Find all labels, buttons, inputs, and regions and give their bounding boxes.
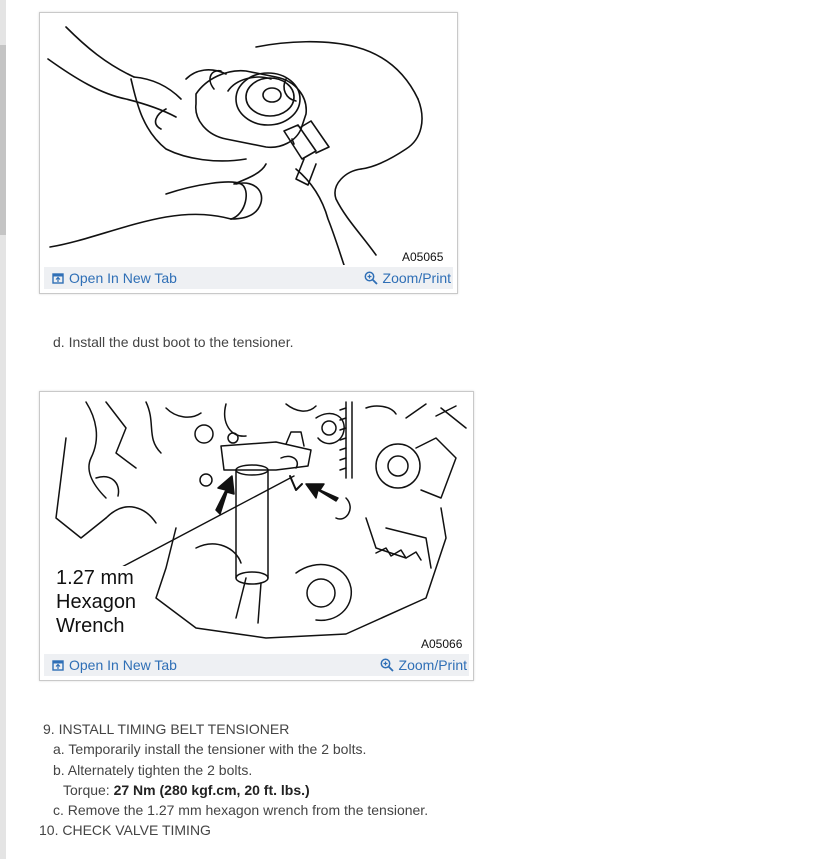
zoom-icon	[380, 658, 394, 672]
open-in-new-tab-label: Open In New Tab	[69, 657, 177, 673]
figure-illustration	[46, 19, 451, 265]
torque-spec	[63, 782, 310, 798]
step-d-text: d. Install the dust boot to the tensioner.	[53, 334, 294, 350]
zoom-print-label: Zoom/Print	[398, 657, 467, 673]
zoom-print-link[interactable]	[364, 270, 451, 286]
torque-label: Torque:	[63, 782, 110, 798]
torque-value: 27 Nm (280 kgf.cm, 20 ft. lbs.)	[113, 782, 310, 798]
figure-dust-boot	[39, 12, 458, 294]
step-9a-text: a. Temporarily install the tensioner with the 2 bolts.	[53, 741, 367, 757]
callout-line-1: 1.27 mm	[56, 567, 134, 589]
step-9-heading: 9. INSTALL TIMING BELT TENSIONER	[43, 721, 290, 737]
step-9c-text: c. Remove the 1.27 mm hexagon wrench from the tensioner.	[53, 802, 429, 818]
open-in-new-tab-link[interactable]	[52, 657, 177, 673]
open-in-new-tab-label: Open In New Tab	[69, 270, 177, 286]
callout-line-3: Wrench	[56, 615, 125, 637]
step-9b-text: b. Alternately tighten the 2 bolts.	[53, 762, 253, 778]
figure-toolbar	[44, 654, 469, 676]
wrench-callout	[56, 566, 136, 638]
zoom-print-link[interactable]	[380, 657, 467, 673]
zoom-icon	[364, 271, 378, 285]
zoom-print-label: Zoom/Print	[382, 270, 451, 286]
figure-hexagon-wrench	[39, 391, 474, 681]
open-tab-icon	[52, 659, 64, 671]
figure-toolbar	[44, 267, 453, 289]
figure-code: A05066	[421, 637, 463, 651]
scrollbar-thumb[interactable]	[0, 45, 6, 235]
hands-tensioner-drawing	[46, 19, 451, 265]
figure-code: A05065	[402, 250, 444, 264]
figure-illustration	[46, 398, 467, 654]
scrollbar-track[interactable]	[0, 0, 6, 859]
step-10-heading: 10. CHECK VALVE TIMING	[39, 822, 211, 838]
open-in-new-tab-link[interactable]	[52, 270, 177, 286]
open-tab-icon	[52, 272, 64, 284]
callout-line-2: Hexagon	[56, 591, 137, 613]
